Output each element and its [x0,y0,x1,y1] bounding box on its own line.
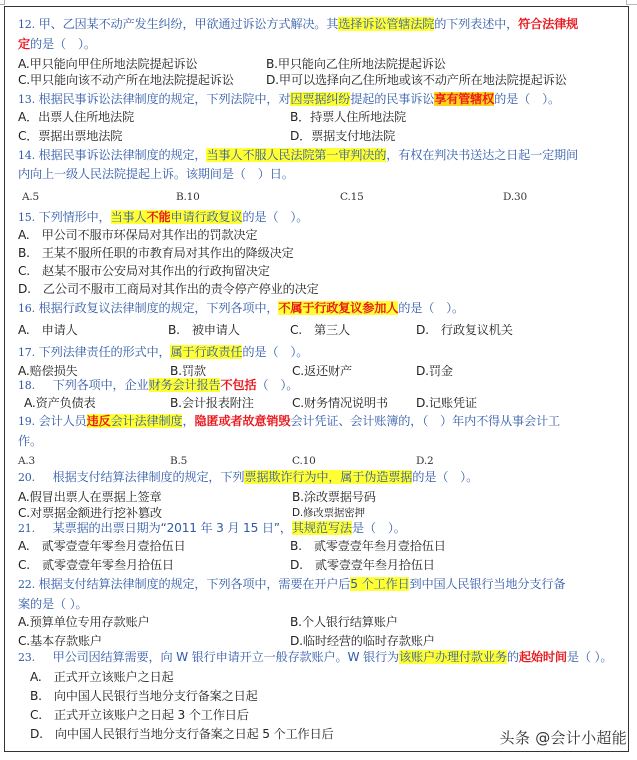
question-text: （ ）。 [256,378,299,392]
option-d: D. 贰零壹壹年叁月拾伍日 [290,558,435,572]
question-number: 12. [18,18,35,31]
question-text: 提起的民事诉讼 [350,92,435,106]
question-12 [18,16,578,33]
question-number: 19. [18,415,35,428]
question-number: 13. [18,93,35,106]
option-d: D.记账凭证 [416,396,477,410]
question-22 [18,576,565,593]
question-number: 21. [18,522,35,535]
option-c: C. 第三人 [290,323,350,337]
question-number: 17. [18,346,35,359]
option-b: B. 被申请人 [168,323,240,337]
question-text: 下列法律责任的形式中， [38,345,171,359]
question-text: 是（ ）。 [351,521,406,535]
question-19 [18,413,560,430]
emphasis-text: 符合法律规 [518,17,579,31]
question-text: 内向上一级人民法院提起上诉。该期间是（ ）日。 [18,167,294,181]
option-c: C.10 [292,455,316,467]
question-20 [18,469,478,486]
option-a: A. 正式开立该账户之日起 [30,670,174,684]
option-a: A. 申请人 [18,323,78,337]
option-d: D.甲可以选择向乙住所地或该不动产所在地法院提起诉讼 [266,73,567,87]
page-corner-mark [0,0,5,5]
option-d: D. 行政复议机关 [416,323,513,337]
highlight-text: 属于行政责任 [170,345,243,359]
page-corner-mark [626,0,637,5]
emphasis-text: 隐匿或者故意销毁 [194,414,291,428]
question-21 [18,520,406,537]
emphasis-text: 享有管辖权 [434,92,495,106]
question-text: 甲公司因结算需要，向 W 银行申请开立一般存款账户。W 银行为 [52,650,399,664]
question-number: 14. [18,149,35,162]
option-a: A.预算单位专用存款账户 [18,615,150,629]
question-13 [18,91,560,108]
option-c: C. 贰零壹壹年零叁月拾伍日 [18,558,174,572]
question-text: 某票据的出票日期为“2011 年 3 月 15 日”， [52,521,292,535]
emphasis-text: 违反 [86,414,111,428]
highlight-text: 该账户办理付款业务 [399,650,507,664]
question-text: 会计人员 [38,414,87,428]
question-14 [18,147,578,164]
option-b: B．持票人住所地法院 [290,110,407,124]
emphasis-text: 不属于行政复议参加人 [278,301,399,315]
option-c: C. 正式开立该账户之日起 3 个工作日后 [30,708,249,722]
option-c: C.对票据金额进行挖补篡改 [18,506,162,520]
option-b: B.个人银行结算账户 [290,615,398,629]
question-text: 的 [506,650,519,664]
option-c: C．票据出票地法院 [18,129,123,143]
highlight-text: 当事人不服人民法院第一审判决的 [206,148,387,162]
watermark-text: 头条 @会计小超能 [499,729,627,747]
question-number: 18. [18,379,35,392]
question-text: 案的是（ ）。 [18,597,88,611]
option-b: B.10 [176,191,200,203]
option-b: B. 贰零壹壹年叁月壹拾伍日 [290,539,446,553]
question-number: 16. [18,302,35,315]
highlight-text: 申请行政复议 [170,210,243,224]
option-a: A．出票人住所地法院 [18,110,135,124]
question-text: 的是（ ）。 [30,37,96,51]
question-text: 的是（ ）。 [412,470,479,484]
option-b: B.甲只能向乙住所地法院提起诉讼 [266,57,446,71]
option-b: B.会计报表附注 [170,396,254,410]
highlight-text: 5 个工作日 [350,577,410,591]
option-c: C.财务情况说明书 [292,396,388,410]
emphasis-text: 不包括 [220,378,257,392]
option-c: C.返还财产 [292,364,352,378]
option-c: C. 赵某不服市公安局对其作出的行政拘留决定 [18,264,270,278]
option-a: A. 甲公司不服市环保局对其作出的罚款决定 [18,228,258,242]
highlight-text: 财务会计报告 [148,378,221,392]
option-d: D.修改票据密押 [292,507,365,519]
question-text: 的是（ ）。 [494,92,560,106]
option-a: A.5 [22,191,40,203]
question-17 [18,344,308,361]
question-text: 根据支付结算法律制度的规定，下列各项中，需要在开户后 [38,577,351,591]
question-text: ，有权在判决书送达之日起一定期间 [386,148,579,162]
question-text: 到中国人民银行当地分支行备 [409,577,566,591]
question-18 [18,377,298,394]
question-number: 15. [18,211,35,224]
option-a: A.假冒出票人在票据上签章 [18,490,162,504]
question-14-cont [18,166,294,182]
option-b: B. 向中国人民银行当地分支行备案之日起 [30,689,258,703]
option-b: B.罚款 [170,364,206,378]
question-text: 作。 [18,434,42,448]
highlight-text: 会计法律制度 [110,414,183,428]
option-a: A. 贰零壹壹年零叁月壹拾伍日 [18,539,186,553]
highlight-text: 当事人 [110,210,147,224]
question-text: ， [182,414,195,428]
option-d: D.临时经营的临时存款账户 [290,634,435,648]
question-16 [18,300,464,317]
option-c: C.甲只能向该不动产所在地法院提起诉讼 [18,73,234,87]
question-text: 根据民事诉讼法律制度的规定，下列法院中，对 [38,92,291,106]
question-text: 会计凭证、会计账簿的，（ ）年内不得从事会计工 [290,414,560,428]
option-b: B.5 [170,455,188,467]
question-text: 下列各项中，企业 [52,378,149,392]
highlight-text: 其规范写法 [291,521,352,535]
question-text: 是（ ）。 [566,650,613,664]
highlight-text: 因票据纠纷 [290,92,351,106]
highlight-text: 票据欺诈行为中，属于伪造票据 [244,470,413,484]
highlight-text: 选择诉讼管辖法院 [338,17,435,31]
option-a: A.资产负债表 [24,396,96,410]
question-12-cont [18,36,96,52]
option-d: D. 乙公司不服市工商局对其作出的责令停产停业的决定 [18,282,319,296]
option-c: C.基本存款账户 [18,634,102,648]
question-number: 22. [18,578,35,591]
question-text: 的是（ ）。 [242,345,309,359]
question-19-cont [18,433,42,449]
question-text: 的是（ ）。 [398,301,465,315]
question-text: 下列情形中， [38,210,111,224]
question-number: 23. [18,651,35,664]
option-d: D. 向中国人民银行当地分支行备案之日起 5 个工作日后 [30,727,334,741]
question-text: 根据行政复议法律制度的规定，下列各项中， [38,301,279,315]
option-d: D.30 [503,191,527,203]
option-a: A.赔偿损失 [18,364,78,378]
question-text: 的下列表述中， [434,17,519,31]
option-c: C.15 [340,191,364,203]
emphasis-text: 定 [18,37,30,51]
emphasis-text: 不能 [146,210,171,224]
question-text: 甲、乙因某不动产发生纠纷，甲欲通过诉讼方式解决。其 [38,17,339,31]
question-23 [18,649,612,666]
option-b: B. 王某不服所任职的市教育局对其作出的降级决定 [18,246,294,260]
question-text: 根据民事诉讼法律制度的规定， [38,148,207,162]
option-d: D.罚金 [416,364,453,378]
option-a: A.甲只能向甲住所地法院提起诉讼 [18,57,198,71]
question-text: 的是（ ）。 [242,210,309,224]
question-number: 20. [18,471,35,484]
option-d: D．票据支付地法院 [290,129,396,143]
question-22-cont [18,596,88,612]
option-d: D.2 [416,455,434,467]
option-b: B.涂改票据号码 [292,490,376,504]
question-15 [18,209,308,226]
question-text: 根据支付结算法律制度的规定，下列 [52,470,245,484]
emphasis-text: 起始时间 [518,650,567,664]
option-a: A.3 [18,455,36,467]
